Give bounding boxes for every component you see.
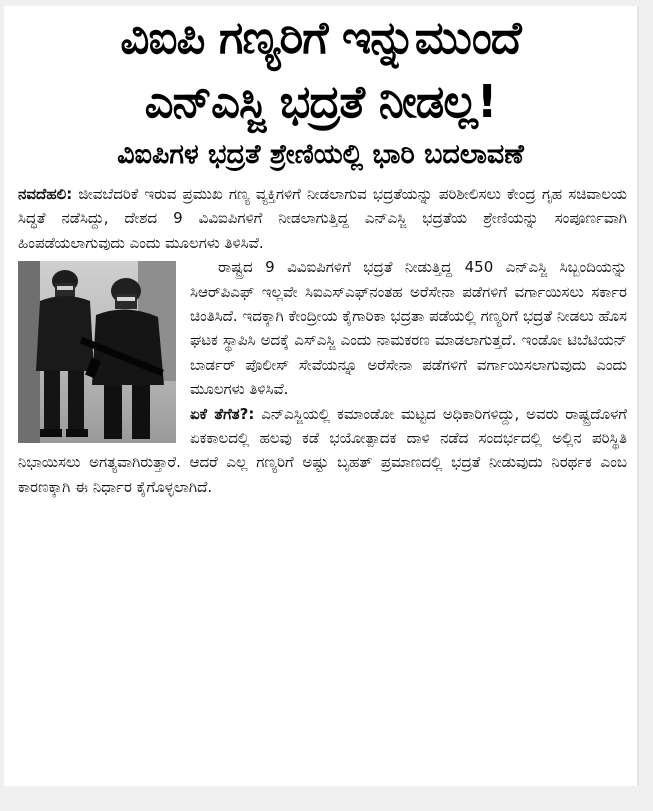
headline-line-2: ಎನ್ಎಸ್ಜಿ ಭದ್ರತೆ ನೀಡಲ್ಲ! xyxy=(144,75,497,128)
commando-photo-icon xyxy=(18,261,176,443)
why-removal-heading: ಏಕೆ ತೆಗೆತ?: xyxy=(190,404,255,423)
subheadline: ವಿಐಪಿಗಳ ಭದ್ರತೆ ಶ್ರೇಣಿಯಲ್ಲಿ ಭಾರಿ ಬದಲಾವಣೆ xyxy=(117,139,524,170)
paragraph-3-text: ಎನ್ಎಸ್ಜಿಯಲ್ಲಿ ಕಮಾಂಡೋ ಮಟ್ಟದ ಅಧಿಕಾರಿಗಳಿದ್ದು, ಅವರು ರಾಷ್ಟ್ರದೊಳಗೆ ಏಕಕಾಲದಲ್ಲಿ ಹಲವು ಕಡೆ ಭಯೋತ್ಪಾದಕ ದಾಳಿ ನಡೆದ ಸಂದರ್ಭದಲ್ಲಿ ಅಲ್ಲಿನ ಪರಿಸ್ಥಿತಿ ನಿಭಾಯಿಸಲು ಅಗತ್ಯವಾಗಿರುತ್ತಾರೆ. ಆದರೆ ಎಲ್ಲ ಗಣ್ಯರಿಗೆ ಅಷ್ಟು ಬೃಹತ್ ಪ್ರಮಾಣದಲ್ಲಿ ಭದ್ರತೆ ನೀಡುವುದು ನಿರರ್ಥಕ ಎಂಬ ಕಾರಣಕ್ಕಾಗಿ ಈ ನಿರ್ಧಾರ ಕೈಗೊಳ್ಳಲಾಗಿದೆ. xyxy=(18,404,627,496)
paragraph-2: ರಾಷ್ಟ್ರದ 9 ವಿವಿಐಪಿಗಳಿಗೆ ಭದ್ರತೆ ನೀಡುತ್ತಿದ್ದ 450 ಎನ್ಎಸ್ಜಿ ಸಿಬ್ಬಂದಿಯನ್ನು ಸಿಆರ್‌ಪಿಎಫ್ ಇಲ್ಲವೇ ಸಿಐಎಸ್ಎಫ್‌ನಂತಹ ಅರೆಸೇನಾ ಪಡೆಗಳಿಗೆ ವರ್ಗಾಯಿಸಲು ಸರ್ಕಾರ ಚಿಂತಿಸಿದೆ. ಇದಕ್ಕಾಗಿ ಕೇಂದ್ರೀಯ ಕೈಗಾರಿಕಾ ಭದ್ರತಾ ಪಡೆಯಲ್ಲಿ ಗಣ್ಯರಿಗೆ ಭದ್ರತೆ ನೀಡಲು ಹೊಸ ಘಟಕ ಸ್ಥಾಪಿಸಿ ಅದಕ್ಕೆ ಎಸ್ಎಸ್ಜಿ ಎಂದು ನಾಮಕರಣ ಮಾಡಲಾಗುತ್ತದೆ. ಇಂಡೋ ಟಿಬೆಟಿಯನ್ ಬಾರ್ಡರ್ ಪೊಲೀಸ್ ಸೇವೆಯನ್ನೂ ಅರೆಸೇನಾ ಪಡೆಗಳಿಗೆ ವರ್ಗಾಯಿಸಲಾಗುವುದು ಎಂದು ಮೂಲಗಳು ತಿಳಿಸಿವೆ. xyxy=(190,258,627,399)
dateline: ನವದೆಹಲಿ: xyxy=(18,185,73,203)
headline-line-1: ವಿಐಪಿ ಗಣ್ಯರಿಗೆ ಇನ್ನುಮುಂದೆ xyxy=(120,11,521,64)
paragraph-1 xyxy=(18,182,627,255)
paragraph-1-text: ಜೀವಬೆದರಿಕೆ ಇರುವ ಪ್ರಮುಖ ಗಣ್ಯ ವ್ಯಕ್ತಿಗಳಿಗೆ ನೀಡಲಾಗುವ ಭದ್ರತೆಯನ್ನು ಪರಿಶೀಲಿಸಲು ಕೇಂದ್ರ ಗೃಹ ಸಚಿವಾಲಯ ಸಿದ್ಧತೆ ನಡೆಸಿದ್ದು, ದೇಶದ 9 ವಿವಿಐಪಿಗಳಿಗೆ ನೀಡಲಾಗುತ್ತಿದ್ದ ಎನ್ಎಸ್ಜಿ ಭದ್ರತೆಯ ಶ್ರೇಣಿಯನ್ನು ಸಂಪೂರ್ಣವಾಗಿ ಹಿಂಪಡೆಯಲಾಗುವುದು ಎಂದು ಮೂಲಗಳು ತಿಳಿಸಿವೆ. xyxy=(18,185,627,252)
article-body xyxy=(4,174,637,499)
newspaper-clipping xyxy=(4,6,639,786)
